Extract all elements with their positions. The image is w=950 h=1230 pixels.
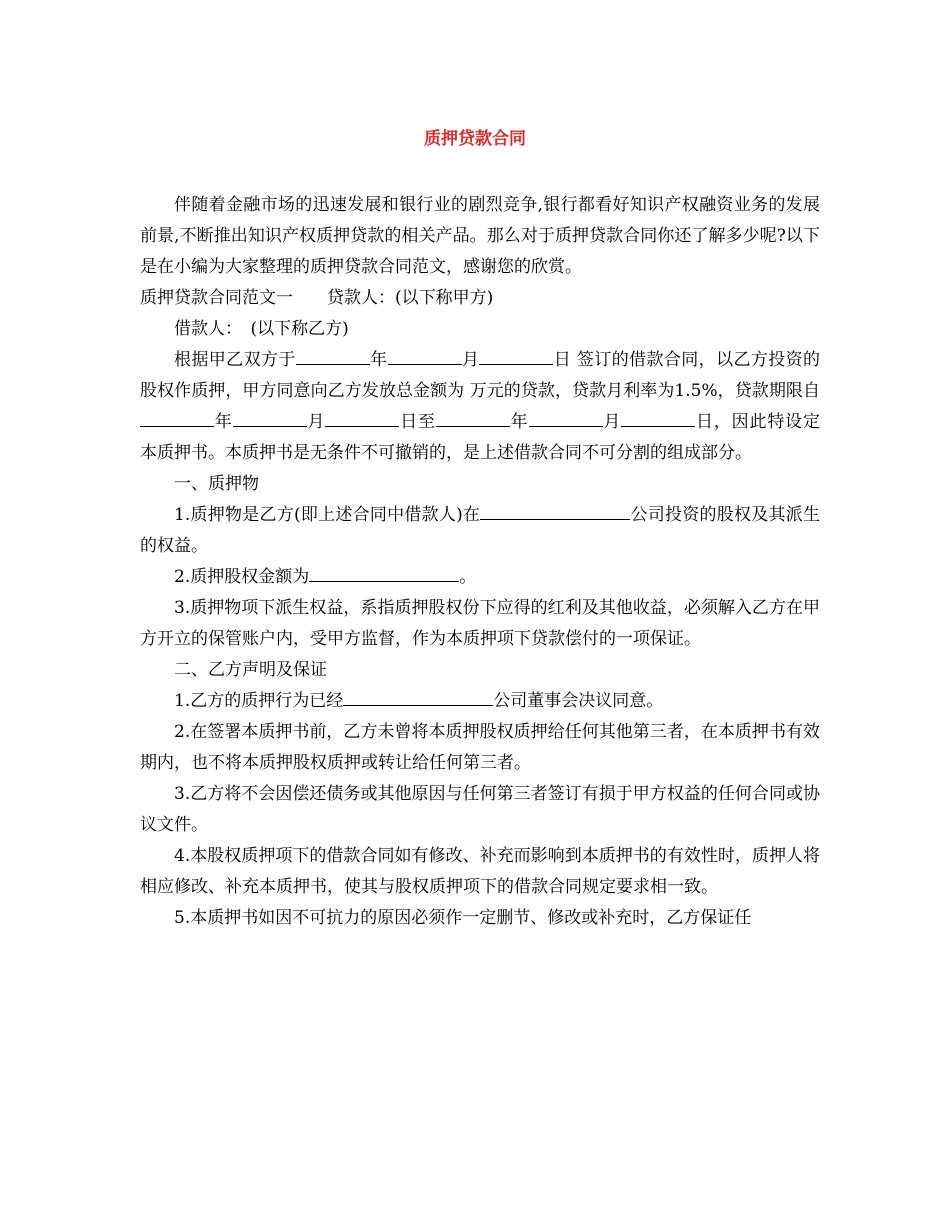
basis-text: 日 签订的借款合同，以乙方投资的股权作质押，甲方同意向乙方发放总金额为 万元的贷款，贷款月利率为1.5%，贷款期限自 bbox=[140, 350, 821, 401]
date-blank bbox=[296, 346, 370, 365]
document-body bbox=[140, 190, 820, 934]
basis-text: 月 bbox=[306, 412, 326, 432]
pledge-item-2 bbox=[140, 562, 820, 593]
basis-text: 日至 bbox=[399, 412, 436, 432]
section-heading-1: 一、质押物 bbox=[174, 474, 259, 494]
basis-text: 根据甲乙双方于 bbox=[174, 350, 296, 370]
company-blank bbox=[480, 501, 630, 520]
company-blank bbox=[343, 687, 493, 706]
item-text: 1.乙方的质押行为已经 bbox=[174, 691, 344, 711]
date-blank bbox=[621, 408, 695, 427]
date-blank bbox=[233, 408, 307, 427]
basis-text: 年 bbox=[214, 412, 233, 432]
item-text: 2.质押股权金额为 bbox=[174, 567, 310, 587]
declaration-item-2: 2.在签署本质押书前，乙方未曾将本质押股权质押给任何其他第三者，在本质押书有效期内，也不将本质押股权质押或转让给任何第三者。 bbox=[140, 722, 820, 773]
basis-text: 月 bbox=[602, 412, 622, 432]
basis-text: 月 bbox=[461, 350, 480, 370]
declaration-item-4: 4.本股权质押项下的借款合同如有修改、补充而影响到本质押书的有效性时，质押人将相应修改、补充本质押书，使其与股权质押项下的借款合同规定要求相一致。 bbox=[140, 846, 820, 897]
pledge-item-1 bbox=[140, 500, 820, 562]
document-title: 质押贷款合同 bbox=[424, 129, 526, 149]
declaration-item-3: 3.乙方将不会因偿还债务或其他原因与任何第三者签订有损于甲方权益的任何合同或协议文件。 bbox=[140, 784, 820, 835]
section-heading-2: 二、乙方声明及保证 bbox=[174, 660, 327, 680]
lender-line: 质押贷款合同范文一 贷款人：(以下称甲方) bbox=[140, 288, 494, 308]
date-blank bbox=[325, 408, 399, 427]
item-text: 公司董事会决议同意。 bbox=[493, 691, 664, 711]
basis-text: 年 bbox=[369, 350, 388, 370]
item-text: 公司投资的股权及其派生的权益。 bbox=[140, 505, 821, 556]
item-text: 1.质押物是乙方(即上述合同中借款人)在 bbox=[174, 505, 481, 525]
date-blank bbox=[479, 346, 553, 365]
amount-blank bbox=[309, 563, 459, 582]
date-blank bbox=[140, 408, 214, 427]
item-text: 。 bbox=[459, 567, 477, 587]
date-blank bbox=[436, 408, 510, 427]
basis-text: 日，因此特设定本质押书。本质押书是无条件不可撤销的，是上述借款合同不可分割的组成部分。 bbox=[140, 412, 821, 463]
date-blank bbox=[388, 346, 462, 365]
declaration-item-1 bbox=[140, 686, 820, 717]
basis-paragraph bbox=[140, 345, 820, 469]
pledge-item-3: 3.质押物项下派生权益，系指质押股权份下应得的红利及其他收益，必须解入乙方在甲方开立的保管账户内，受甲方监督，作为本质押项下贷款偿付的一项保证。 bbox=[140, 598, 820, 649]
date-blank bbox=[529, 408, 603, 427]
borrower-line: 借款人： (以下称乙方) bbox=[174, 319, 349, 339]
declaration-item-5: 5.本质押书如因不可抗力的原因必须作一定删节、修改或补充时，乙方保证任 bbox=[174, 908, 752, 928]
intro-paragraph: 伴随着金融市场的迅速发展和银行业的剧烈竞争,银行都看好知识产权融资业务的发展前景,不断推出知识产权质押贷款的相关产品。那么对于质押贷款合同你还了解多少呢?以下是在小编为大家整理的质押贷款合同范文，感谢您的欣赏。 bbox=[140, 195, 820, 277]
basis-text: 年 bbox=[509, 412, 529, 432]
